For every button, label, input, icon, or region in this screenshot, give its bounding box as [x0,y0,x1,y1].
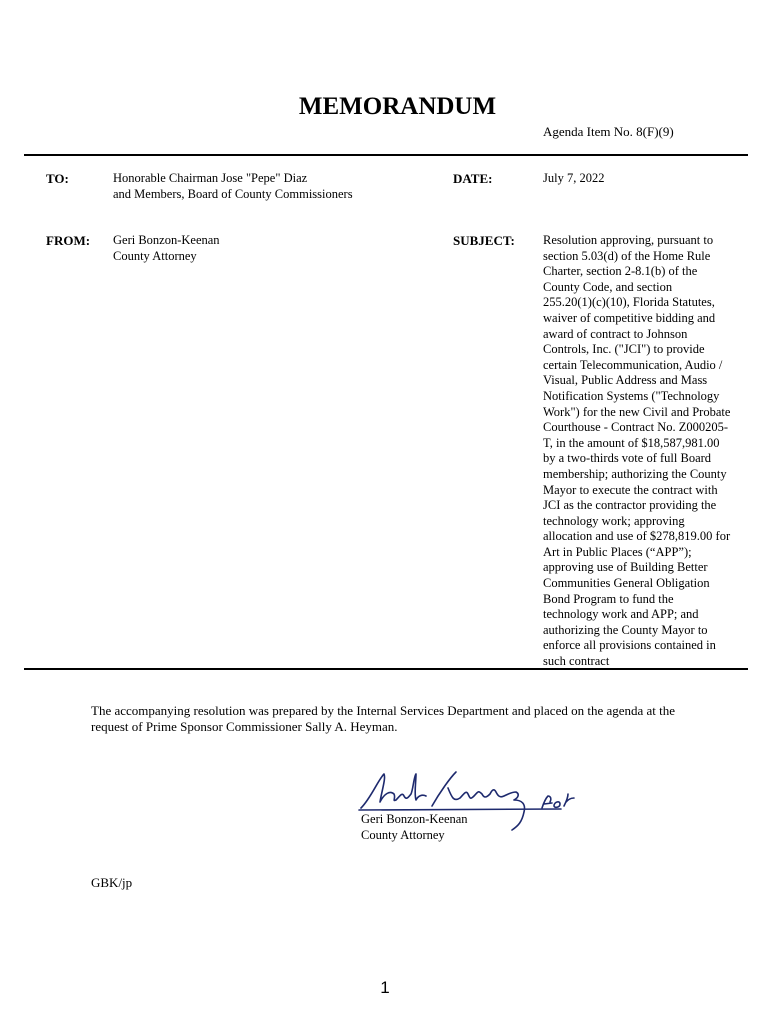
subject-line: allocation and use of $278,819.00 for [543,529,731,544]
from-line: County Attorney [113,248,197,263]
subject-line: membership; authorizing the County [543,466,727,481]
subject-line: certain Telecommunication, Audio / [543,357,723,372]
signer-title: County Attorney [361,828,445,842]
subject-line: authorizing the County Mayor to [543,622,708,637]
to-value [113,171,433,202]
top-divider [24,154,748,156]
subject-line: Work") for the new Civil and Probate [543,404,731,419]
subject-line: Resolution approving, pursuant to [543,233,714,247]
agenda-item-number: Agenda Item No. 8(F)(9) [543,124,674,139]
subject-line: Mayor to execute the contract with [543,482,718,497]
subject-line: by a two-thirds vote of full Board [543,451,712,466]
subject-line: Art in Public Places (“APP”); [543,544,692,559]
subject-line: such contract [543,654,610,669]
from-label: FROM: [46,233,91,248]
page-number: 1 [380,978,390,997]
subject-line: Courthouse - Contract No. Z000205- [543,420,729,435]
date-label: DATE: [453,171,493,186]
to-label: TO: [46,171,69,186]
date-value: July 7, 2022 [543,171,605,185]
subject-line: Visual, Public Address and Mass [543,373,708,388]
signature-block [361,811,468,843]
subject-label: SUBJECT: [453,233,515,248]
subject-line: Charter, section 2-8.1(b) of the [543,264,698,279]
subject-line: County Code, and section [543,279,673,294]
subject-line: Bond Program to fund the [543,591,674,606]
subject-line: Controls, Inc. ("JCI") to provide [543,342,705,357]
body-line: The accompanying resolution was prepared by the Internal Services Department and placed on the agenda at the [91,703,676,718]
subject-line: award of contract to Johnson [543,326,688,341]
subject-line: 255.20(1)(c)(10), Florida Statutes, [543,295,715,310]
from-line: Geri Bonzon-Keenan [113,233,220,247]
from-value [113,233,433,264]
subject-line: Communities General Obligation [543,576,710,591]
to-line: and Members, Board of County Commissioners [113,186,353,201]
subject-line: T, in the amount of $18,587,981.00 [543,435,720,450]
subject-line: JCI as the contractor providing the [543,498,717,513]
body-paragraph [91,703,701,735]
subject-line: Notification Systems ("Technology [543,388,720,403]
body-line: request of Prime Sponsor Commissioner Sally A. Heyman. [91,719,398,734]
signer-name: Geri Bonzon-Keenan [361,812,468,826]
memo-title: MEMORANDUM [298,93,497,120]
subject-line: technology work; approving [543,513,685,528]
subject-line: enforce all provisions contained in [543,638,716,653]
subject-line: waiver of competitive bidding and [543,310,716,325]
to-line: Honorable Chairman Jose "Pepe" Diaz [113,171,308,185]
typist-initials: GBK/jp [91,875,133,890]
subject-line: technology work and APP; and [543,607,699,622]
bottom-divider [24,668,748,670]
subject-line: section 5.03(d) of the Home Rule [543,248,711,263]
subject-value [543,233,746,670]
subject-line: approving use of Building Better [543,560,708,575]
